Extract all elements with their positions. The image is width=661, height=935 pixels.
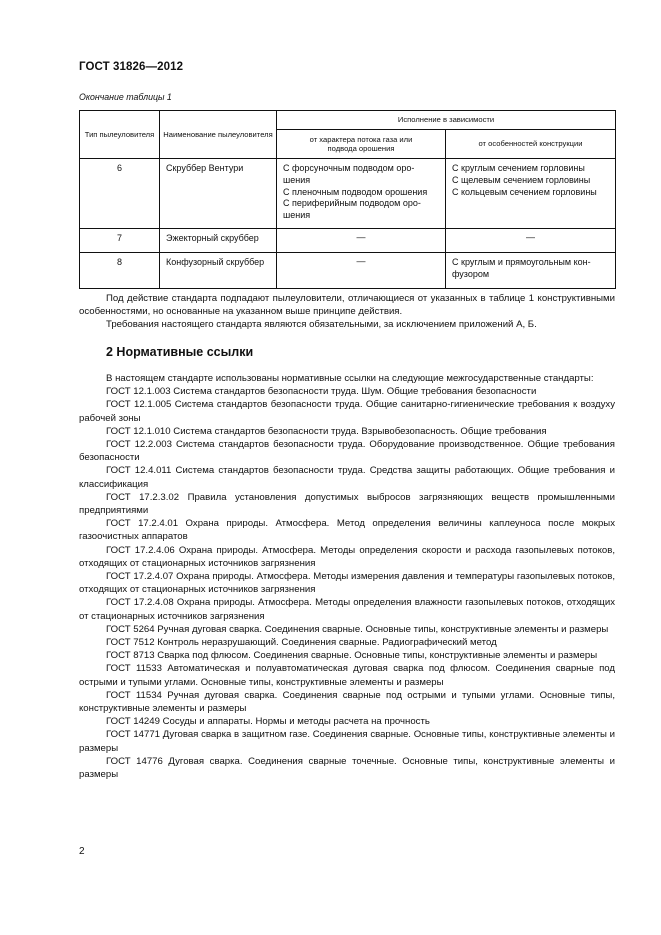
reference-item: ГОСТ 11533 Автоматическая и полуавтоматическая дуговая сварка под флюсом. Соединения сварные под острыми и тупыми углами. Основные типы, конструктивные элементы и размеры <box>79 663 615 688</box>
reference-item: ГОСТ 5264 Ручная дуговая сварка. Соединения сварные. Основные типы, конструктивные элементы и размеры <box>106 623 609 635</box>
cell-line: С периферийным подводом оро- <box>283 198 421 209</box>
cell-line: — <box>526 232 535 242</box>
cell-line: шения <box>283 210 311 221</box>
cell-type: 7 <box>80 229 160 253</box>
table-row <box>80 159 616 229</box>
intro-paragraph: Требования настоящего стандарта являются обязательными, за исключением приложений А, Б. <box>106 319 537 331</box>
table-body <box>80 159 616 289</box>
cell-type: 8 <box>80 253 160 289</box>
table-row <box>80 253 616 289</box>
reference-item: ГОСТ 14776 Дуговая сварка. Соединения сварные точечные. Основные типы, конструктивные элементы и размеры <box>79 755 615 781</box>
reference-item: ГОСТ 17.2.3.02 Правила установления допустимых выбросов загрязняющих веществ промышленными предприятиями <box>79 491 615 517</box>
intro-paragraph: Под действие стандарта подпадают пылеуловители, отличающиеся от указанных в таблице 1 конструктивными особенностями, но основанные на указанном выше принципе действия. <box>79 293 615 318</box>
cell-design <box>446 253 616 289</box>
reference-item: ГОСТ 17.2.4.06 Охрана природы. Атмосфера. Методы определения скорости и расхода газопылевых потоков, отходящих от стационарных источников загрязнения <box>79 544 615 569</box>
cell-line: шения <box>283 174 311 185</box>
cell-design <box>446 159 616 229</box>
cell-flow <box>277 159 446 229</box>
header-design: от особенностей конструкции <box>446 130 616 159</box>
page-number: 2 <box>79 846 85 857</box>
reference-item: ГОСТ 12.1.003 Система стандартов безопасности труда. Шум. Общие требования безопасности <box>106 386 537 398</box>
header-type: Тип пылеуловителя <box>80 111 160 159</box>
table-row <box>80 229 616 253</box>
reference-item: ГОСТ 8713 Сварка под флюсом. Соединения сварные. Основные типы, конструктивные элементы и размеры <box>106 650 598 662</box>
cell-line: С форсуночным подводом оро- <box>283 163 415 173</box>
cell-line: С щелевым сечением горловины <box>452 174 591 185</box>
cell-flow <box>277 253 446 289</box>
section-intro: В настоящем стандарте использованы нормативные ссылки на следующие межгосударственные стандарты: <box>106 373 594 384</box>
reference-item: ГОСТ 14249 Сосуды и аппараты. Нормы и методы расчета на прочность <box>106 716 430 728</box>
header-name: Наименование пылеуловителя <box>160 111 277 159</box>
reference-item: ГОСТ 7512 Контроль неразрушающий. Соединения сварные. Радиографический метод <box>106 637 497 649</box>
cell-line: — <box>356 232 366 242</box>
reference-item: ГОСТ 17.2.4.07 Охрана природы. Атмосфера. Методы измерения давления и температуры газопылевых потоков, отходящих от стационарных источников загрязнения <box>79 571 615 596</box>
cell-line: С пленочным подводом орошения <box>283 186 428 197</box>
cell-line: — <box>356 256 366 266</box>
cell-line: С круглым сечением горловины <box>452 163 585 173</box>
reference-item: ГОСТ 12.2.003 Система стандартов безопасности труда. Оборудование производственное. Общие требования безопасности <box>79 439 615 464</box>
header-group: Исполнение в зависимости <box>277 111 616 130</box>
reference-item: ГОСТ 11534 Ручная дуговая сварка. Соединения сварные под острыми и тупыми углами. Основные типы, конструктивные элементы и размеры <box>79 689 615 715</box>
reference-item: ГОСТ 14771 Дуговая сварка в защитном газе. Соединения сварные. Основные типы, конструктивные элементы и размеры <box>79 729 615 754</box>
reference-item: ГОСТ 17.2.4.08 Охрана природы. Атмосфера. Методы определения влажности газопылевых потоков, отходящих от стационарных источников загрязнения <box>79 597 615 622</box>
table-caption: Окончание таблицы 1 <box>79 92 172 102</box>
cell-name: Конфузорный скруббер <box>160 253 277 289</box>
cell-name: Скруббер Вентури <box>160 159 277 229</box>
header-flow: от характера потока газа или подвода орошения <box>277 130 446 159</box>
intro-section <box>79 292 615 332</box>
cell-line: С круглым и прямоугольным кон- <box>452 257 591 267</box>
cell-name: Эжекторный скруббер <box>160 229 277 253</box>
reference-item: ГОСТ 12.1.010 Система стандартов безопасности труда. Взрывобезопасность. Общие требования <box>106 425 547 437</box>
dust-collector-table <box>79 110 616 289</box>
cell-flow <box>277 229 446 253</box>
reference-item: ГОСТ 12.1.005 Система стандартов безопасности труда. Общие санитарно-гигиенические требования к воздуху рабочей зоны <box>79 399 615 424</box>
document-header: ГОСТ 31826—2012 <box>79 61 184 73</box>
cell-type: 6 <box>80 159 160 229</box>
cell-line: фузором <box>452 268 490 279</box>
section-heading: 2 Нормативные ссылки <box>106 345 254 359</box>
references-section <box>79 372 615 781</box>
reference-item: ГОСТ 12.4.011 Система стандартов безопасности труда. Средства защиты работающих. Общие требования и классификация <box>79 465 615 490</box>
cell-line: С кольцевым сечением горловины <box>452 186 597 197</box>
cell-design <box>446 229 616 253</box>
reference-item: ГОСТ 17.2.4.01 Охрана природы. Атмосфера. Метод определения величины каплеуноса после мокрых газоочистных аппаратов <box>79 518 615 543</box>
